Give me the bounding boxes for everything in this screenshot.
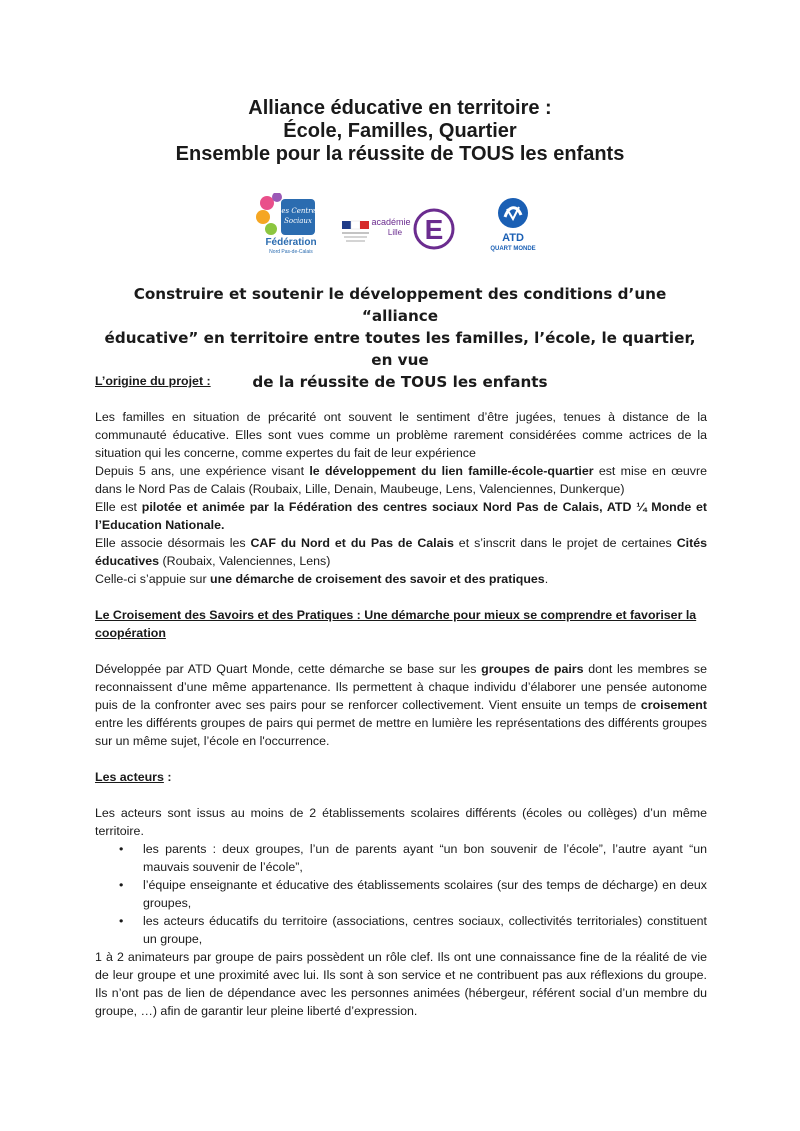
- paragraph-acteurs-closing: 1 à 2 animateurs par groupe de pairs possèdent un rôle clef. Ils ont une connaissance fine de la réalité de vie de leur groupe et une proximité avec lui. Ils sont à son service et ne contribuent pas aux réflexions du groupe. Ils n’ont pas de lien de dépendance avec les personnes animées (hébergeur, référent social d’un membre du groupe, …) afin de garantir leur pleine liberté d’expression.: [95, 950, 707, 1018]
- subtitle-line-1: Construire et soutenir le développement des conditions d’une “alliance: [133, 285, 667, 325]
- federation-logo-text-1: Les Centres: [276, 207, 320, 215]
- paragraph-croisement-1: Développée par ATD Quart Monde, cette démarche se base sur les groupes de pairs dont les membres se reconnaissent d’une même appartenance. Ils permettent à chaque individu d’élaborer une pensée autonome puis de la confronter avec ses pairs pour se renforcer collectivement. Vient ensuite un temps de croisement entre les différents groupes de pairs qui permet de mettre en lumière les représentations des différents groupes sur un même sujet, l’école en l'occurrence.: [95, 662, 707, 748]
- paragraph-origine-1: Les familles en situation de précarité ont souvent le sentiment d’être jugées, tenues à distance de la communauté éducative. Elles sont vues comme un problème rarement considérées comme actrices de la situation qui les concerne, comme expertes du fait de leur expérience: [95, 410, 707, 460]
- federation-centres-sociaux-logo: [255, 193, 323, 255]
- bullet-icon: •: [119, 914, 124, 928]
- section-origine: [95, 372, 707, 588]
- academie-logo-letter: E: [424, 214, 444, 245]
- title-line-2: École, Familles, Quartier: [283, 120, 517, 142]
- bullet-icon: •: [119, 878, 124, 892]
- paragraph-origine-3: Elle est pilotée et animée par la Fédération des centres sociaux Nord Pas de Calais, ATD ¼ Monde et l’Education Nationale.: [95, 500, 708, 532]
- acteurs-list: [95, 840, 707, 948]
- list-item: • l’équipe enseignante et éducative des établissements scolaires (sur des temps de décharge) en deux groupes,: [119, 878, 707, 910]
- section-heading-origine: L’origine du projet :: [95, 374, 211, 388]
- paragraph-origine-4: Elle associe désormais les CAF du Nord et du Pas de Calais et s’inscrit dans le projet de certaines Cités éducatives (Roubaix, Valenciennes, Lens): [95, 536, 707, 568]
- subtitle-line-3: de la réussite de TOUS les enfants: [252, 373, 548, 391]
- paragraph-origine-5: Celle-ci s’appuie sur une démarche de croisement des savoir et des pratiques.: [95, 572, 549, 586]
- document-title: [0, 97, 800, 166]
- academie-logo-text: académie: [371, 217, 411, 227]
- federation-logo-name: Fédération: [265, 237, 317, 248]
- paragraph-acteurs-intro: Les acteurs sont issus au moins de 2 établissements scolaires différents (écoles ou collèges) d’un même territoire.: [95, 806, 707, 838]
- title-line-3: Ensemble pour la réussite de TOUS les enfants: [175, 143, 625, 165]
- federation-logo-region: Nord Pas-de-Calais: [269, 249, 313, 255]
- atd-quart-monde-logo: [483, 193, 543, 255]
- section-heading-croisement: Le Croisement des Savoirs et des Pratiques : Une démarche pour mieux se comprendre et favoriser la coopération: [95, 608, 697, 640]
- title-line-1: Alliance éducative en territoire :: [248, 97, 552, 119]
- federation-logo-text-2: Sociaux: [284, 217, 312, 225]
- academie-lille-logo: [340, 203, 455, 253]
- document-body: [95, 372, 707, 1020]
- academie-logo-city: Lille: [387, 228, 403, 237]
- paragraph-origine-2: Depuis 5 ans, une expérience visant le développement du lien famille-école-quartier est mise en œuvre dans le Nord Pas de Calais (Roubaix, Lille, Denain, Maubeuge, Lens, Valenciennes, Dunkerque): [95, 464, 708, 496]
- subtitle-line-2: éducative” en territoire entre toutes les familles, l’école, le quartier, en vue: [104, 329, 696, 369]
- section-croisement: [95, 606, 707, 750]
- list-item: • les acteurs éducatifs du territoire (associations, centres sociaux, collectivités territoriales) constituent un groupe,: [119, 914, 707, 946]
- atd-logo-sub: QUART MONDE: [490, 246, 536, 252]
- list-item: • les parents : deux groupes, l’un de parents ayant “un bon souvenir de l’école”, l’autre ayant “un mauvais souvenir de l’école”,: [119, 842, 707, 874]
- atd-logo-name: ATD: [502, 232, 524, 244]
- section-acteurs: [95, 768, 707, 1020]
- bullet-icon: •: [119, 842, 124, 856]
- section-heading-acteurs: Les acteurs :: [95, 770, 172, 784]
- partner-logos: [0, 193, 800, 253]
